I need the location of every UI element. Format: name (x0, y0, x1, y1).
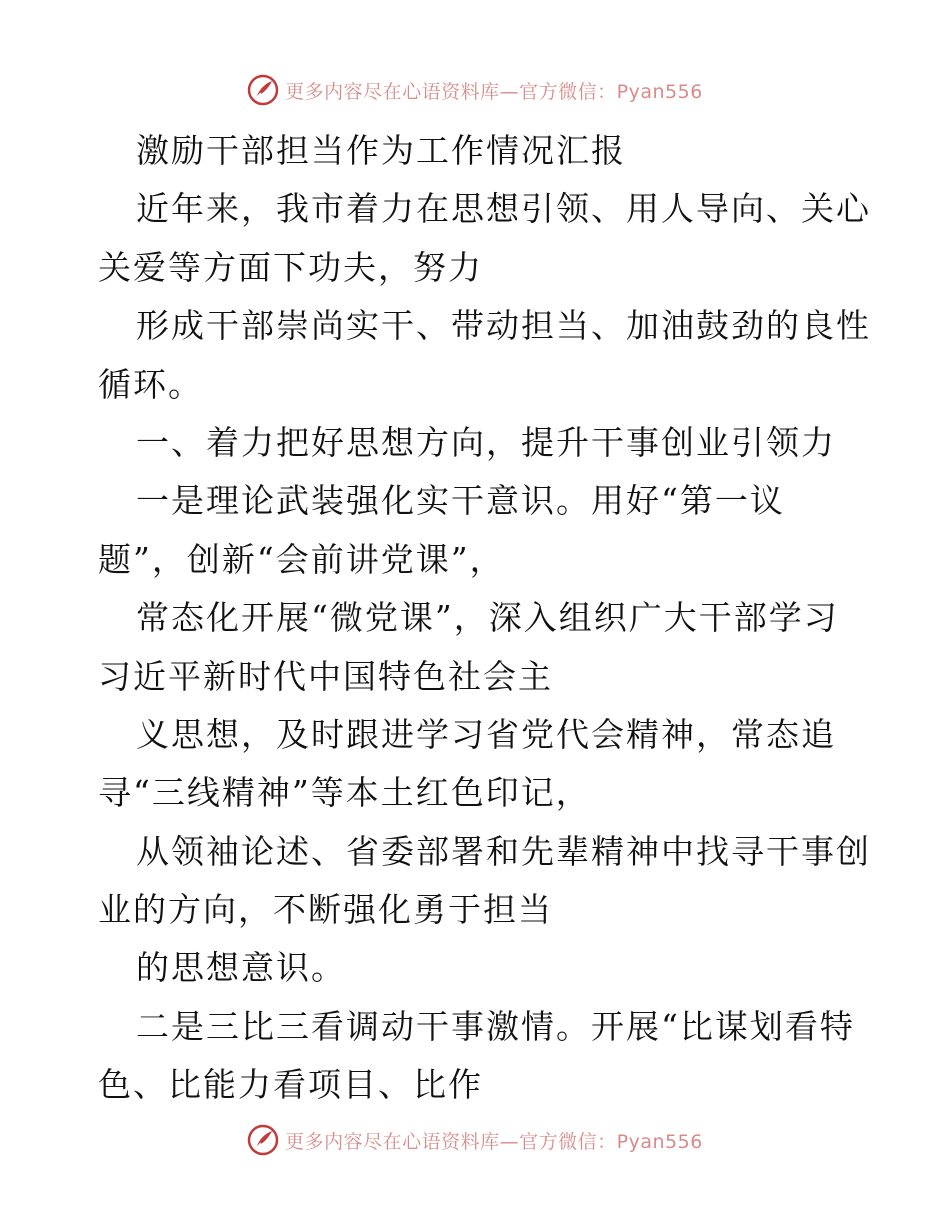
text-line: 从领袖论述、省委部署和先辈精神中找寻干事创 (136, 831, 871, 871)
text-line: 一是理论武装强化实干意识。用好“第一议 (136, 481, 785, 521)
text-line: 寻“三线精神”等本土红色印记， (98, 773, 591, 813)
text-line: 循环。 (98, 364, 203, 404)
footer-banner-text: 更多内容尽在心语资料库—官方微信：Pyan556 (285, 1130, 703, 1153)
text-line: 关爱等方面下功夫，努力 (98, 247, 483, 287)
document-title: 激励干部担当作为工作情况汇报 (136, 131, 626, 170)
header-banner-text: 更多内容尽在心语资料库—官方微信：Pyan556 (285, 80, 703, 103)
header-banner (0, 70, 950, 110)
text-line: 的思想意识。 (136, 948, 346, 988)
feather-pen-logo-icon (247, 74, 279, 106)
text-line: 题”，创新“会前讲党课”， (98, 539, 505, 579)
text-line: 一、着力把好思想方向，提升干事创业引领力 (136, 422, 836, 462)
document-body (98, 122, 871, 1115)
text-line: 常态化开展“微党课”，深入组织广大干部学习 (136, 598, 839, 638)
text-line: 二是三比三看调动干事激情。开展“比谋划看特 (136, 1006, 855, 1046)
text-line: 义思想，及时跟进学习省党代会精神，常态追 (136, 714, 836, 754)
footer-banner (0, 1120, 950, 1160)
text-line: 形成干部崇尚实干、带动担当、加油鼓劲的良性 (136, 306, 871, 346)
text-line: 业的方向，不断强化勇于担当 (98, 890, 553, 930)
text-line: 习近平新时代中国特色社会主 (98, 656, 553, 696)
text-line: 近年来，我市着力在思想引领、用人导向、关心 (136, 189, 871, 229)
feather-pen-logo-icon (247, 1124, 279, 1156)
text-line: 色、比能力看项目、比作 (98, 1065, 483, 1105)
